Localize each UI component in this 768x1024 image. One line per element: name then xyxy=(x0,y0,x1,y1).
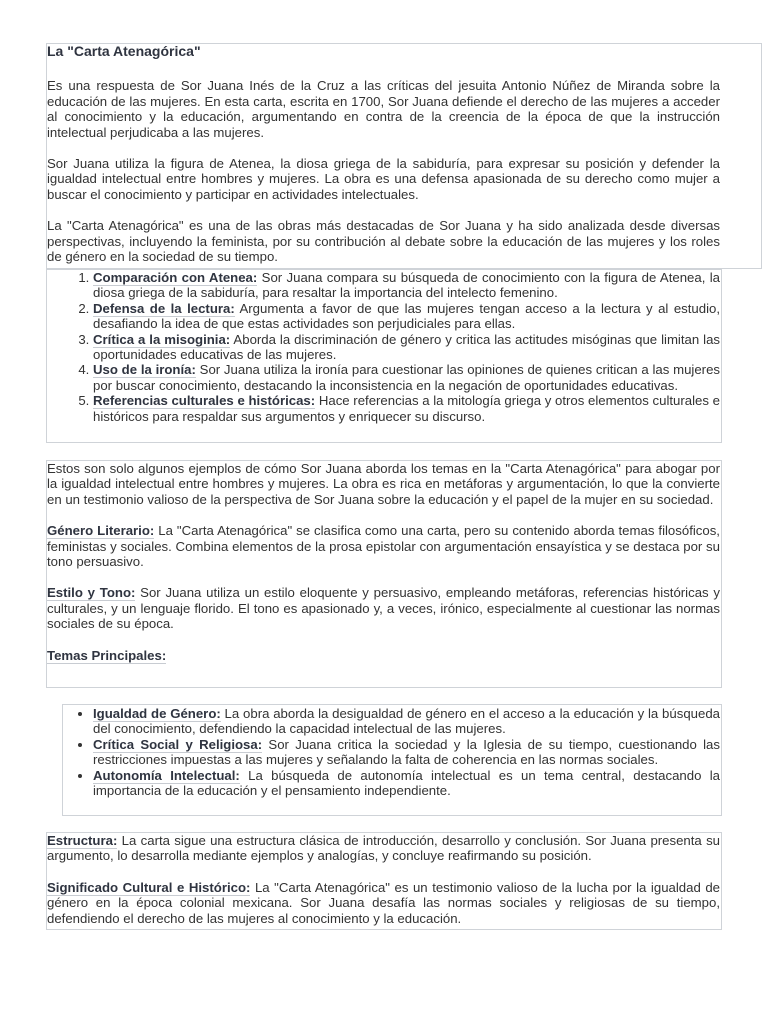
list-item-term: Crítica a la misoginia: xyxy=(93,331,231,347)
estilo-paragraph xyxy=(47,585,720,631)
list-item-text: La búsqueda de autonomía intelectual es un tema central, destacando la importancia de la educación y el pensamiento independiente. xyxy=(93,767,721,799)
list-item-text: Sor Juana utiliza la ironía para cuestionar las opiniones de quienes critican a las mujeres por buscar conocimiento, destacando la inconsistencia en la negación de oportunidades educativas. xyxy=(93,362,721,393)
estilo-text: Sor Juana utiliza un estilo eloquente y persuasivo, empleando metáforas, referencias históricas y culturales, y un lenguaje florido. El tono es apasionado y, a veces, irónico, especialmente al cuestionar las normas sociales de su época. xyxy=(47,585,720,632)
list-item xyxy=(93,332,720,363)
analysis-content xyxy=(47,461,720,663)
genero-term: Género Literario: xyxy=(47,523,155,539)
list-item xyxy=(93,737,720,768)
list-item xyxy=(93,301,720,332)
examples-list xyxy=(47,270,720,424)
list-item xyxy=(93,270,720,301)
list-item-text: Sor Juana compara su búsqueda de conocimiento con la figura de Atenea, la diosa griega de la sabiduría, para resaltar la importancia del intelecto femenino. xyxy=(93,270,720,301)
list-item-term: Comparación con Atenea: xyxy=(93,270,258,285)
genero-text: La "Carta Atenagórica" se clasifica como una carta, pero su contenido aborda temas filosóficos, feministas y sociales. Combina elementos de la prosa epistolar con argumentación ensayística y se destaca por su tono persuasivo. xyxy=(47,523,720,570)
list-item-text: Sor Juana critica la sociedad y la Iglesia de su tiempo, cuestionando las restricciones impuestas a las mujeres y señalando la falta de coherencia en las normas sociales. xyxy=(93,736,720,768)
list-item-term: Autonomía Intelectual: xyxy=(93,767,240,783)
temas-heading: Temas Principales: xyxy=(47,647,167,663)
closing-content xyxy=(47,833,720,926)
list-item-text: Argumenta a favor de que las mujeres tengan acceso a la lectura y al estudio, desafiando la idea de que estas actividades son perjudiciales para ellas. xyxy=(93,300,721,332)
significado-paragraph xyxy=(47,880,720,926)
estructura-paragraph xyxy=(47,833,720,864)
list-item-text: La obra aborda la desigualdad de género en el acceso a la educación y la búsqueda del conocimiento, defendiendo la capacidad intelectual de las mujeres. xyxy=(93,706,720,737)
themes-list xyxy=(47,706,720,798)
list-item xyxy=(93,768,720,799)
list-item-text: Aborda la discriminación de género y critica las actitudes misóginas que limitan las oportunidades educativas de las mujeres. xyxy=(93,331,721,363)
intro-paragraph-2: Sor Juana utiliza la figura de Atenea, la diosa griega de la sabiduría, para expresar su posición y defender la igualdad intelectual entre hombres y mujeres. La obra es una defensa apasionada de su derecho como mujer a buscar el conocimiento y participar en actividades intelectuales. xyxy=(47,156,720,202)
list-item-term: Crítica Social y Religiosa: xyxy=(93,736,263,752)
estructura-term: Estructura: xyxy=(47,833,118,848)
list-item xyxy=(93,362,720,393)
document-title: La "Carta Atenagórica" xyxy=(47,43,201,59)
intro-paragraph-1: Es una respuesta de Sor Juana Inés de la Cruz a las críticas del jesuita Antonio Núñez de Miranda sobre la educación de las mujeres. En esta carta, escrita en 1700, Sor Juana defiende el derecho de las mujeres a acceder al conocimiento y la educación, argumentando en contra de la creencia de la época de que la instrucción intelectual perjudicaba a las mujeres. xyxy=(47,78,720,140)
summary-paragraph: Estos son solo algunos ejemplos de cómo Sor Juana aborda los temas en la "Carta Atenagórica" para abogar por la igualdad intelectual entre hombres y mujeres. La obra es rica en metáforas y argumentación, lo que la convierte en un testimonio valioso de la perspectiva de Sor Juana sobre la educación y el papel de la mujer en su sociedad. xyxy=(47,461,720,507)
list-item xyxy=(93,393,720,424)
intro-paragraph-3: La "Carta Atenagórica" es una de las obras más destacadas de Sor Juana y ha sido analizada desde diversas perspectivas, incluyendo la feminista, por su contribución al debate sobre la educación de las mujeres y los roles de género en la sociedad de su tiempo. xyxy=(47,218,720,265)
estructura-text: La carta sigue una estructura clásica de introducción, desarrollo y conclusión. Sor Juana presenta su argumento, lo desarrolla mediante ejemplos y analogías, y concluye reafirmando su posición. xyxy=(47,833,720,864)
genero-paragraph xyxy=(47,523,720,569)
list-item-term: Uso de la ironía: xyxy=(93,362,196,378)
intro-content xyxy=(47,43,720,264)
list-item xyxy=(93,706,720,737)
estilo-term: Estilo y Tono: xyxy=(47,585,136,601)
significado-term: Significado Cultural e Histórico: xyxy=(47,879,251,895)
list-item-term: Defensa de la lectura: xyxy=(93,300,235,316)
list-item-term: Igualdad de Género: xyxy=(93,706,221,721)
significado-text: La "Carta Atenagórica" es un testimonio valioso de la lucha por la igualdad de género en la época colonial mexicana. Sor Juana desafía las normas sociales y religiosas de su tiempo, defendiendo el derecho de las mujeres al conocimiento y la educación. xyxy=(47,879,721,926)
list-item-text: Hace referencias a la mitología griega y otros elementos culturales e históricos para respaldar sus argumentos y enriquecer su discurso. xyxy=(93,393,720,424)
list-item-term: Referencias culturales e históricas: xyxy=(93,393,316,409)
